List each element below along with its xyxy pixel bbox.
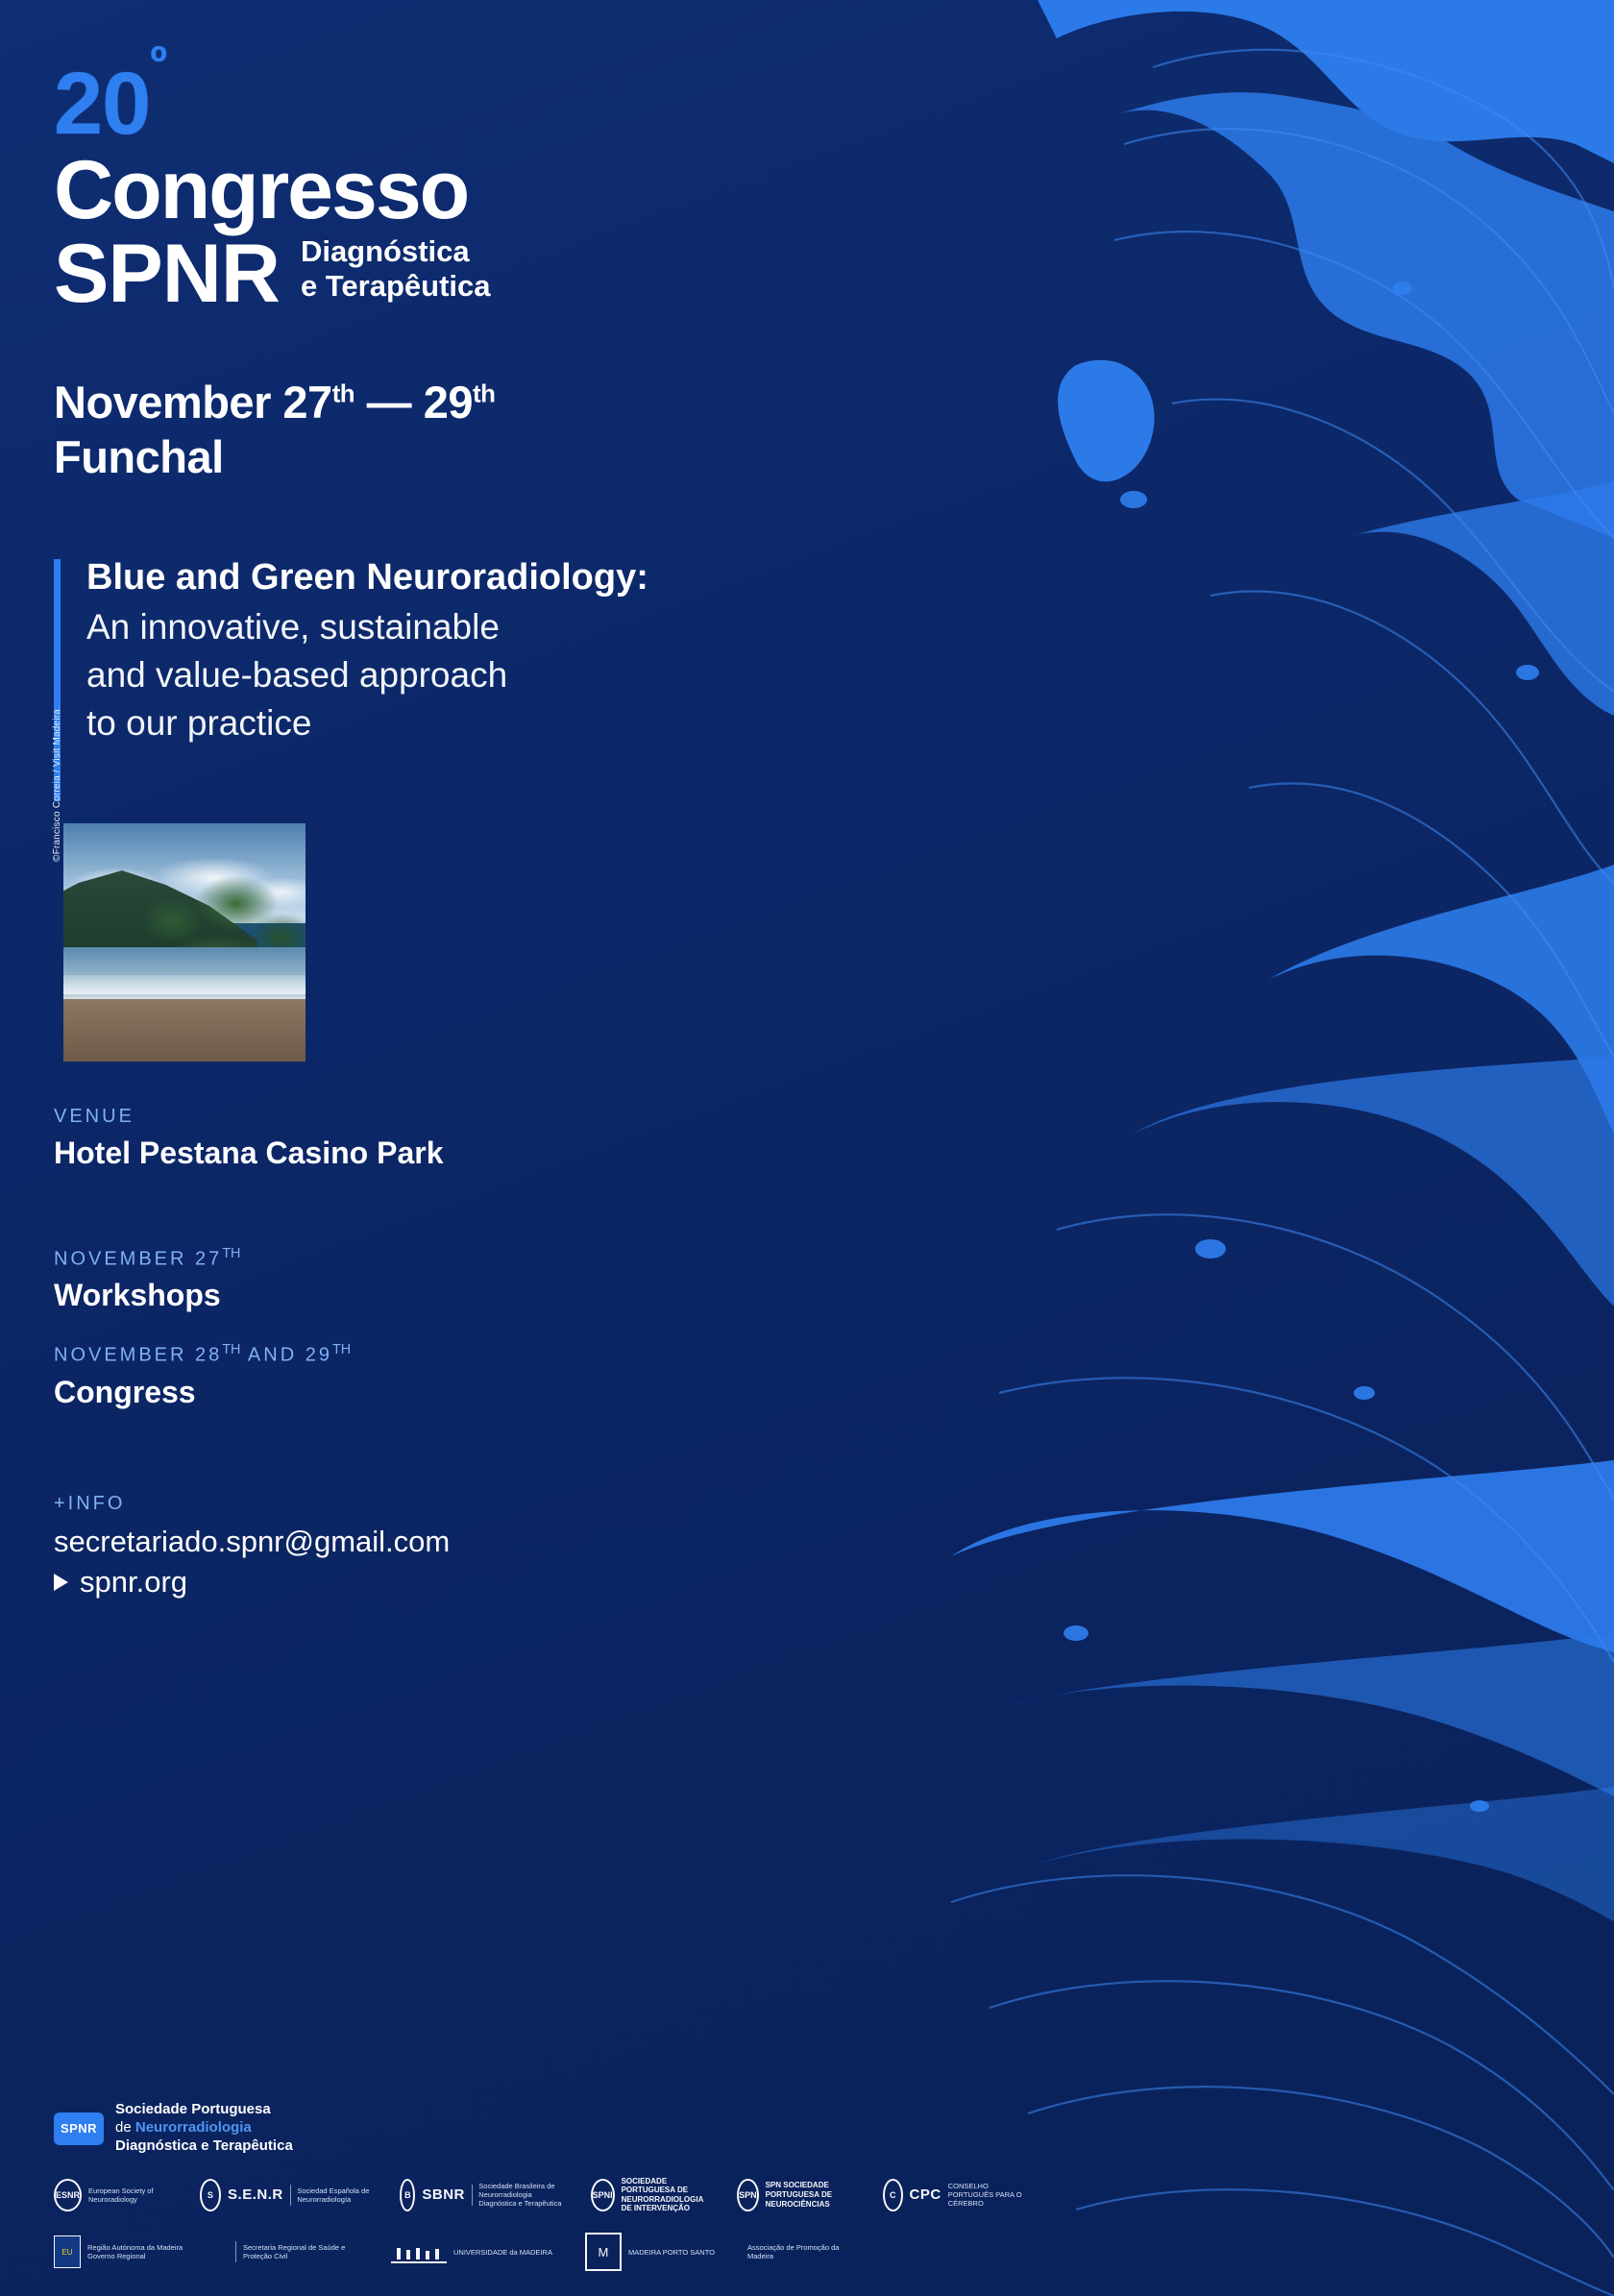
play-triangle-icon [54, 1574, 68, 1591]
schedule-date-1 [54, 1246, 842, 1271]
edition-value: 20 [54, 55, 151, 153]
schedule-item-congress [54, 1342, 842, 1410]
senr-mark-icon: S [200, 2179, 221, 2211]
madeira-sub: MADEIRA PORTO SANTO [627, 2247, 715, 2257]
sbnr-name: SBNR [422, 2186, 465, 2204]
spnr-logo-mark: SPNR [54, 2113, 104, 2145]
schedule-date-2-text: NOVEMBER 28 [54, 1344, 223, 1366]
spnr-logo-line3: Diagnóstica e Terapêutica [115, 2137, 293, 2154]
spni-sub: SOCIEDADE PORTUGUESA DE NEURORRADIOLOGIA DE INTERVENÇÃO [621, 2176, 704, 2213]
congress-title-row [54, 227, 842, 320]
spnr-logo-line2 [115, 2119, 293, 2137]
madeira-mark-icon: M [585, 2233, 622, 2271]
madeira-coast-photo [63, 823, 306, 1062]
theme-line-1: An innovative, sustainable [86, 606, 500, 647]
schedule-date-1-ordinal: TH [222, 1245, 241, 1261]
regiao-autonoma-sub: Região Autónoma da Madeira Governo Regional [87, 2243, 183, 2260]
info-website-label: spnr.org [80, 1564, 188, 1599]
event-city: Funchal [54, 431, 224, 483]
subtitle-pt-line1: Diagnóstica [300, 234, 470, 269]
logo-spn [737, 2179, 858, 2211]
spni-mark-icon: SPNI [591, 2179, 615, 2211]
logo-secretaria-regional-saude [235, 2241, 358, 2262]
info-website[interactable] [54, 1565, 842, 1600]
logo-regiao-autonoma-madeira [54, 2235, 203, 2268]
logo-sbnr [400, 2179, 565, 2211]
congress-subtitle-pt [301, 234, 491, 314]
event-dates-line1 [54, 375, 842, 429]
senr-divider [290, 2185, 291, 2206]
spnr-logo-line2-plain: de [115, 2119, 135, 2137]
venue-block [54, 1106, 842, 1171]
schedule-value-2: Congress [54, 1374, 196, 1409]
schedule-item-workshops [54, 1246, 842, 1314]
edition-ordinal: º [150, 37, 166, 89]
esnr-sub: European Society of Neuroradiology [88, 2186, 154, 2204]
date-start-ordinal: th [331, 380, 355, 408]
info-block [54, 1493, 842, 1600]
spnr-logo-line1: Sociedade Portuguesa [115, 2101, 271, 2118]
photo-beach [63, 999, 306, 1061]
universidade-sub: UNIVERSIDADE da MADEIRA [453, 2247, 552, 2257]
cpc-name: CPC [909, 2186, 942, 2204]
partner-logo-row-2 [54, 2233, 1034, 2271]
senr-name: S.E.N.R [228, 2186, 283, 2204]
theme-line-3: to our practice [86, 703, 312, 744]
spnr-logo-line2-accent: Neurorradiologia [134, 2119, 252, 2137]
sbnr-sub: Sociedade Brasileira de Neurorradiologia Diagnóstica e Terapêutica [478, 2182, 562, 2209]
date-range-start: November 27 [54, 376, 332, 427]
poster-content [54, 0, 842, 1600]
date-end-ordinal: th [473, 380, 496, 408]
logo-universidade-madeira [391, 2240, 552, 2263]
congress-title-line1: Congresso [54, 144, 469, 236]
schedule-date-1-text: NOVEMBER 27 [54, 1248, 223, 1270]
eu-flag-icon: EU [54, 2235, 81, 2268]
spn-mark-icon: SPN [737, 2179, 759, 2211]
schedule-date-2-text2: AND 29 [240, 1344, 332, 1366]
schedule-value-1: Workshops [54, 1278, 221, 1313]
spnr-society-logo [54, 2101, 1034, 2155]
date-range-sep: — 29 [355, 376, 474, 427]
partner-logo-row-1 [54, 2177, 1034, 2213]
subtitle-pt-line2: e Terapêutica [300, 269, 491, 304]
secretaria-divider [235, 2241, 236, 2262]
edition-number [54, 37, 842, 153]
logo-senr [200, 2179, 376, 2211]
venue-label: VENUE [54, 1105, 134, 1127]
congress-title-line2: SPNR [54, 227, 280, 320]
schedule-date-2-ordinal: TH [222, 1342, 241, 1358]
theme-line-2: and value-based approach [86, 654, 508, 695]
senr-sub: Sociedad Española de Neurorradiología [297, 2186, 370, 2204]
esnr-mark-icon: ESNR [54, 2179, 82, 2211]
theme-headline: Blue and Green Neuroradiology: [86, 557, 648, 598]
event-dates [54, 375, 842, 485]
theme-block [54, 553, 842, 747]
info-email[interactable]: secretariado.spnr@gmail.com [54, 1524, 451, 1558]
sponsor-logos [54, 2101, 1034, 2271]
universidade-mark-icon [391, 2240, 447, 2263]
logo-esnr [54, 2179, 175, 2211]
sbnr-mark-icon: B [400, 2179, 415, 2211]
logo-associacao-promocao-madeira [747, 2243, 863, 2260]
associacao-sub: Associação de Promoção da Madeira [746, 2243, 840, 2260]
cpc-sub: CONSELHO PORTUGUÊS PARA O CÉREBRO [947, 2182, 1022, 2209]
info-label: +INFO [54, 1492, 126, 1514]
schedule-date-2 [54, 1342, 842, 1367]
logo-madeira-porto-santo [585, 2233, 715, 2271]
spnr-logo-text [115, 2101, 293, 2155]
photo-credit: ©Francisco Correia / Visit Madeira [52, 708, 62, 862]
secretaria-sub: Secretaria Regional de Saúde e Proteção Civil [243, 2243, 346, 2260]
cpc-mark-icon: C [883, 2179, 903, 2211]
venue-value: Hotel Pestana Casino Park [54, 1135, 444, 1170]
logo-spni [591, 2177, 712, 2213]
spn-sub: SPN SOCIEDADE PORTUGUESA DE NEUROCIÊNCIAS [765, 2181, 833, 2209]
logo-cpc [883, 2179, 1034, 2211]
schedule-date-2-ordinal2: TH [331, 1342, 352, 1358]
